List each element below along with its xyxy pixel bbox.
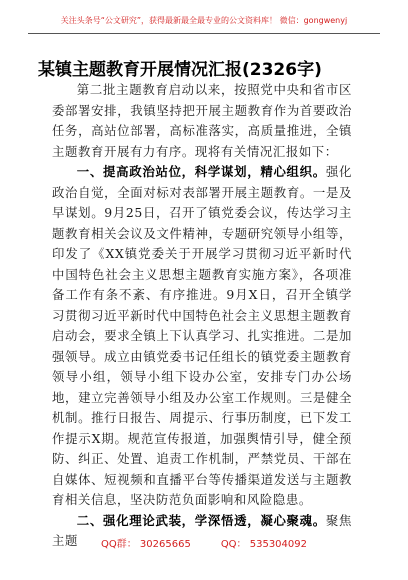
footer-contact xyxy=(0,535,408,550)
section2-text: 聚焦主题 xyxy=(52,512,352,548)
footer-qq: QQ： 535304092 xyxy=(220,539,307,550)
footer-qq-group: QQ群： 30265665 xyxy=(100,539,191,550)
promo-banner: 关注头条号“公文研究”，获得最新最全最专业的公文资料库！ 微信：gongwenyj xyxy=(60,16,348,25)
section2-heading: 二、强化理论武装，学深悟透，凝心聚魂。 xyxy=(76,512,326,528)
section1-paragraph xyxy=(52,162,352,511)
header-divider xyxy=(28,33,380,34)
intro-paragraph: 第二批主题教育启动以来，按照党中央和省市区委部署安排，我镇坚持把开展主题教育作为首要政治任务，高站位部署，高标准落实，高质量推进，全镇主题教育开展有力有序。现将有关情况汇报如下： xyxy=(52,82,352,159)
section1-text: 强化政治自觉，全面对标对表部署开展主题教育。一是及早谋划。9月25日，召开了镇党委会议，传达学习主题教育相关会议及文件精神，专题研究领导小组等，印发了《XX镇党委关于开展学习贯彻习近平新时代中国特色社会主义思想主题教育实施方案》，各项准备工作有条不紊、有序推进。9月X日，召开全镇学习贯彻习近平新时代中国特色社会主义思想主题教育启动会，要求全镇上下认真学习、扎实推进。二是加强领导。成立由镇党委书记任组长的镇党委主题教育领导小组，领导小组下设办公室，安排专门办公场地，建立完善领导小组及办公室工作规则。三是健全机制。推行日报告、周提示、行事历制度，已下发工作提示X期。规范宣传报道，加强舆情引导，健全预防、纠正、处置、追责工作机制，严禁党员、干部在自媒体、短视频和直播平台等传播渠道发送与主题教育相关信息，坚决防范负面影响和风险隐患。 xyxy=(52,164,352,507)
section1-heading: 一、提高政治站位，科学谋划，精心组织。 xyxy=(76,164,326,179)
document-body xyxy=(52,80,352,552)
document-title: 某镇主题教育开展情况汇报(2326字) xyxy=(38,60,322,80)
